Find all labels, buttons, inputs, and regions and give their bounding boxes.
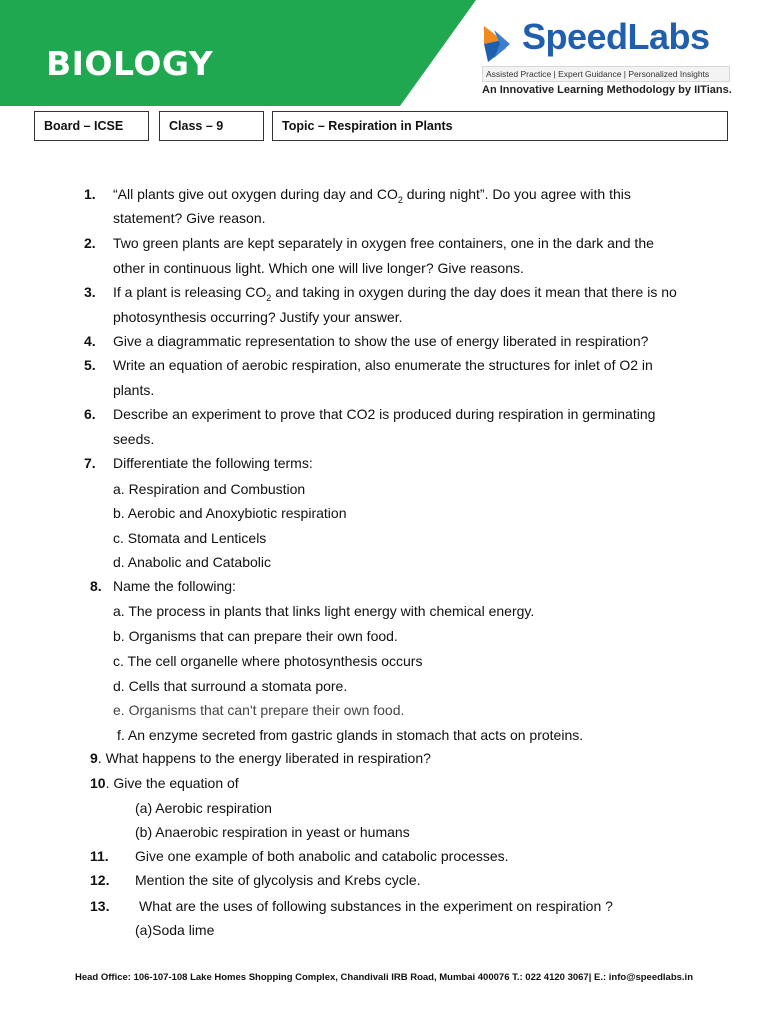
question-6-line-1: Describe an experiment to prove that CO2 is produced during respiration in germinating <box>113 406 656 422</box>
question-number: 1. <box>84 186 96 202</box>
footer-address: Head Office: 106-107-108 Lake Homes Shopping Complex, Chandivali IRB Road, Mumbai 400076 T.: 022 4120 3067| E.: info@speedlabs.in <box>74 972 693 983</box>
question-13-line-1: What are the uses of following substances in the experiment on respiration ? <box>139 898 613 914</box>
question-6-line-2: seeds. <box>113 431 155 447</box>
question-8-item-d: d. Cells that surround a stomata pore. <box>113 678 348 694</box>
question-10-line-1: 10. Give the equation of <box>90 775 239 791</box>
question-8-item-a: a. The process in plants that links light energy with chemical energy. <box>113 603 535 619</box>
question-2-line-2: other in continuous light. Which one will live longer? Give reasons. <box>113 260 524 276</box>
question-5-line-1: Write an equation of aerobic respiration, also enumerate the structures for inlet of O2 in <box>113 357 653 373</box>
subject-title: BIOLOGY <box>46 44 214 83</box>
question-10-item-a: (a) Aerobic respiration <box>135 800 272 816</box>
board-box: Board – ICSE <box>34 111 149 141</box>
question-number: 6. <box>84 406 96 422</box>
question-number: 13. <box>90 898 110 914</box>
question-number: 5. <box>84 357 96 373</box>
topic-box: Topic – Respiration in Plants <box>272 111 728 141</box>
question-11-line-1: Give one example of both anabolic and catabolic processes. <box>135 848 509 864</box>
question-number: 12. <box>90 872 110 888</box>
speedlabs-logo-icon <box>480 22 520 66</box>
question-8-item-b: b. Organisms that can prepare their own food. <box>113 628 398 644</box>
question-1-line-2: statement? Give reason. <box>113 210 266 226</box>
question-3-line-1: If a plant is releasing $CO_2$ and taking in oxygen during the day does it mean that there is no <box>113 284 677 303</box>
question-5-line-2: plants. <box>113 382 155 398</box>
question-number: 3. <box>84 284 96 300</box>
question-8-item-f: f. An enzyme secreted from gastric glands in stomach that acts on proteins. <box>117 727 584 743</box>
class-box: Class – 9 <box>159 111 264 141</box>
logo-wordmark: SpeedLabs <box>522 16 710 57</box>
question-12-line-1: Mention the site of glycolysis and Krebs cycle. <box>135 872 421 888</box>
question-number: 9 <box>90 750 98 766</box>
question-number: 7. <box>84 455 96 471</box>
question-number: 2. <box>84 235 96 251</box>
question-10-item-b: (b) Anaerobic respiration in yeast or humans <box>135 824 410 840</box>
question-13-item-a: (a)Soda lime <box>135 922 215 938</box>
question-3-line-2: photosynthesis occurring? Justify your answer. <box>113 309 403 325</box>
question-number: 8. <box>90 578 102 594</box>
question-9-line-1: 9. What happens to the energy liberated in respiration? <box>90 750 431 766</box>
question-number: 4. <box>84 333 96 349</box>
question-7-item-b: b. Aerobic and Anoxybiotic respiration <box>113 505 347 521</box>
question-1-line-1: “All plants give out oxygen during day and $CO_2$ during night”. Do you agree with this <box>113 186 631 205</box>
question-7-item-a: a. Respiration and Combustion <box>113 481 306 497</box>
question-number: 10 <box>90 775 106 791</box>
question-8-item-c: c. The cell organelle where photosynthesis occurs <box>113 653 423 669</box>
question-7-item-d: d. Anabolic and Catabolic <box>113 554 271 570</box>
question-8-item-e: e. Organisms that can't prepare their own food. <box>113 702 405 718</box>
logo-subtitle: An Innovative Learning Methodology by IITians. <box>482 84 732 96</box>
question-4-line-1: Give a diagrammatic representation to show the use of energy liberated in respiration? <box>113 333 649 349</box>
question-7-line-1: Differentiate the following terms: <box>113 455 313 471</box>
logo-tagline: Assisted Practice | Expert Guidance | Personalized Insights <box>482 66 730 82</box>
question-8-line-1: Name the following: <box>113 578 236 594</box>
speedlabs-logo <box>480 18 740 108</box>
question-number: 11. <box>90 848 109 864</box>
question-7-item-c: c. Stomata and Lenticels <box>113 530 267 546</box>
question-2-line-1: Two green plants are kept separately in oxygen free containers, one in the dark and the <box>113 235 654 251</box>
